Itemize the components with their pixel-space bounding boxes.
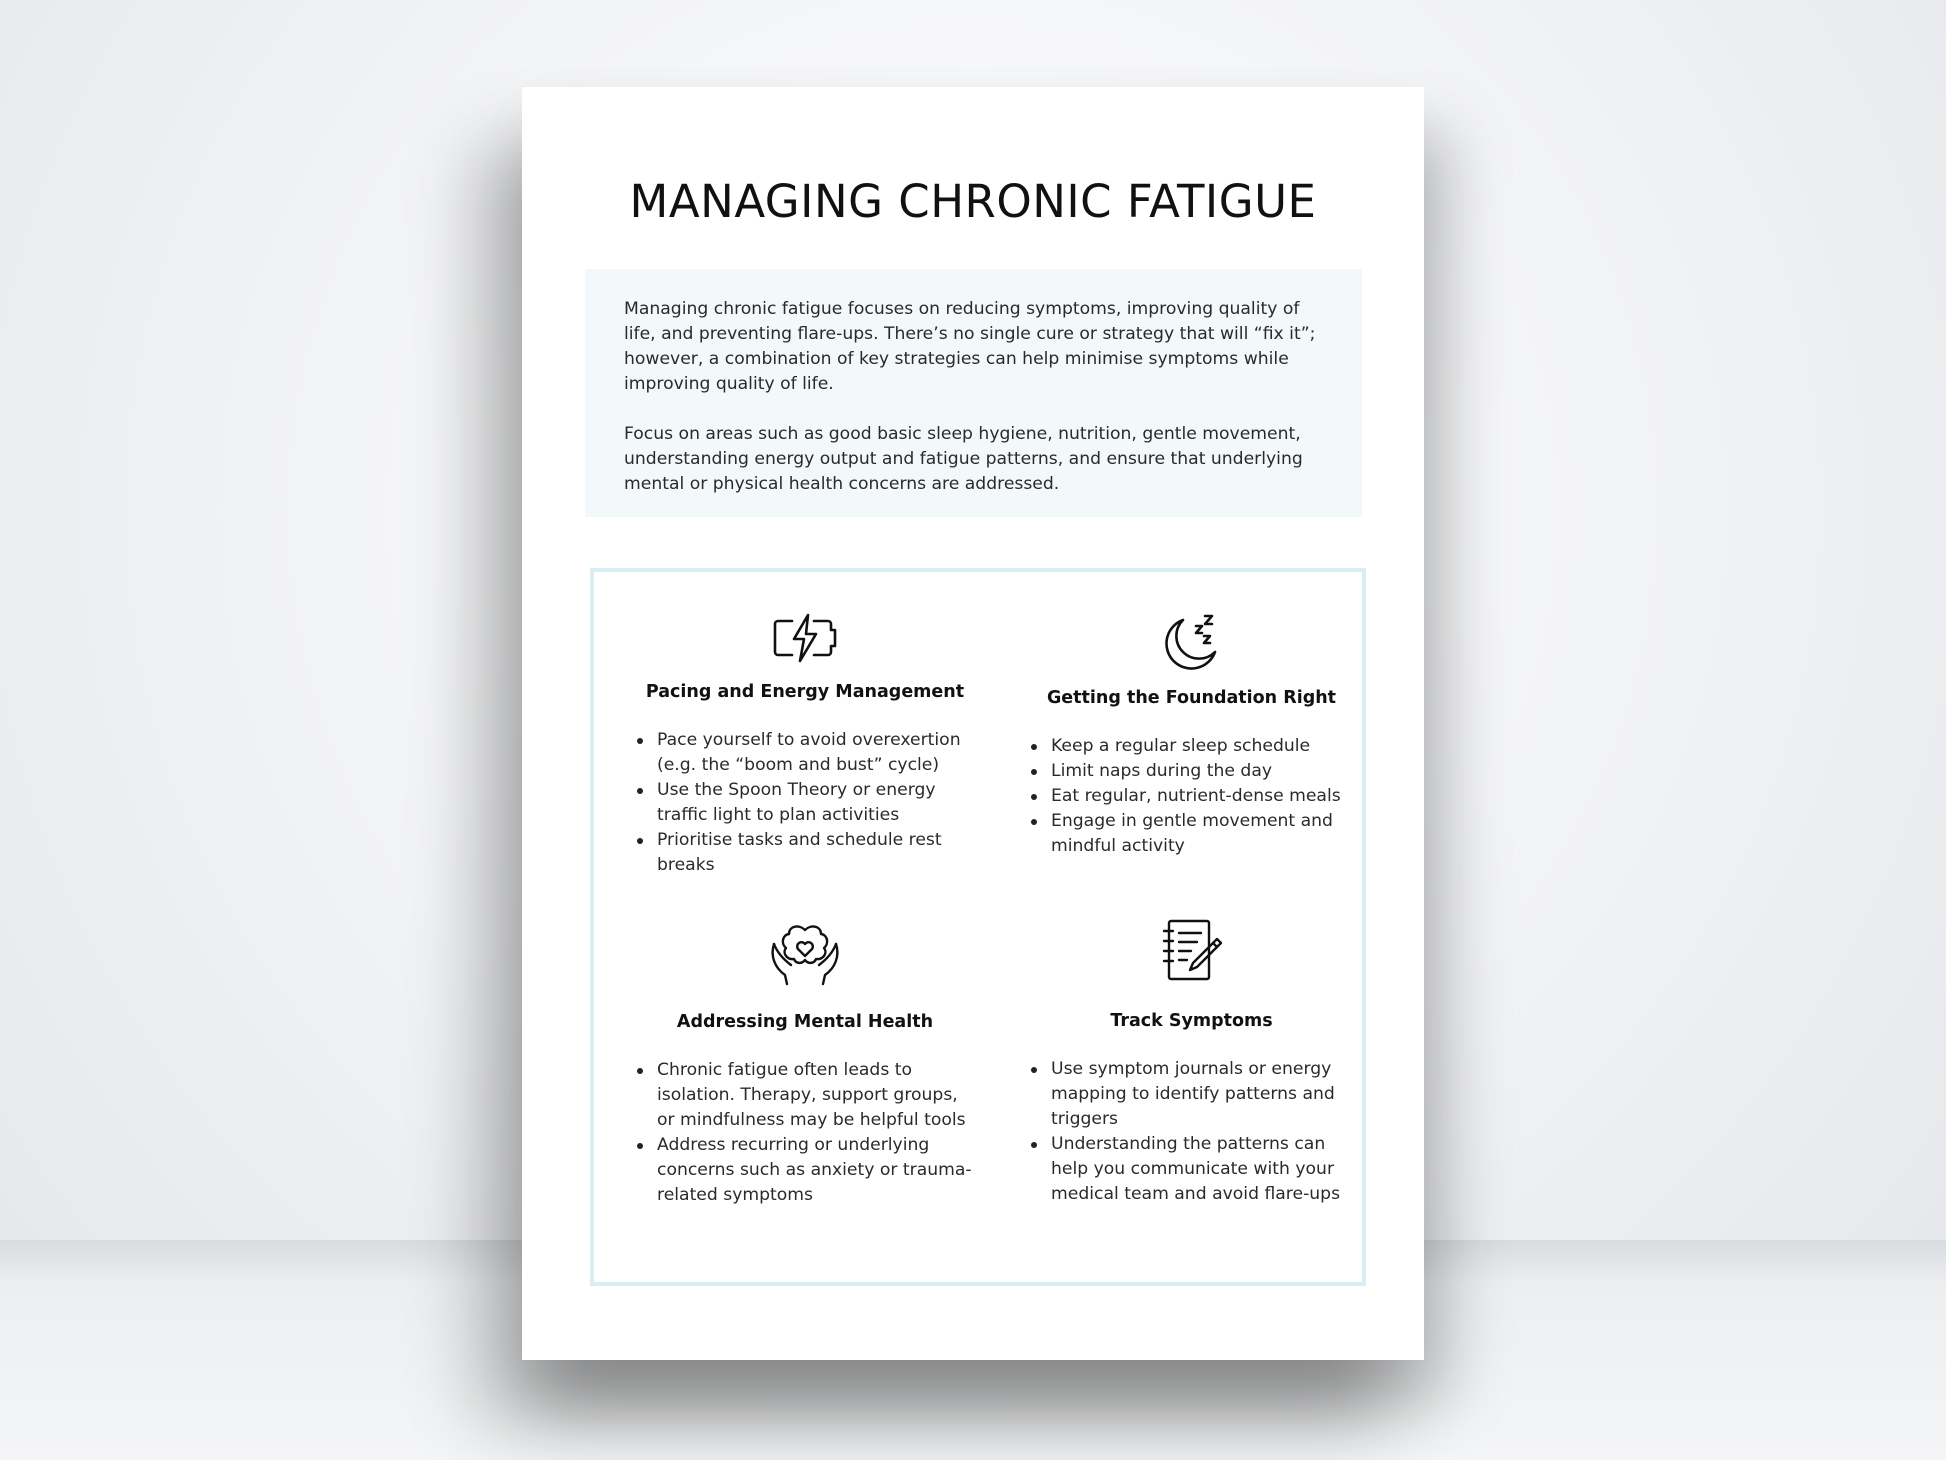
list-item: Chronic fatigue often leads to isolation. Therapy, support groups, or mindfulness may be helpful tools	[645, 1058, 975, 1133]
section-mental-health	[625, 922, 985, 1208]
list-item: Understanding the patterns can help you communicate with your medical team and avoid flare-ups	[1039, 1132, 1359, 1207]
brain-hands-icon	[765, 922, 845, 986]
section-pacing	[625, 612, 985, 878]
list-item: Use symptom journals or energy mapping to identify patterns and triggers	[1039, 1057, 1359, 1132]
section-bullet-list	[1019, 1057, 1359, 1207]
strategies-grid	[590, 568, 1366, 1286]
intro-box	[585, 269, 1362, 517]
document-page	[522, 87, 1424, 1360]
section-title: Addressing Mental Health	[676, 1012, 934, 1032]
section-foundation	[1019, 612, 1364, 859]
section-title: Getting the Foundation Right	[1046, 688, 1337, 708]
battery-lightning-icon	[772, 612, 838, 664]
list-item: Address recurring or underlying concerns such as anxiety or trauma-related symptoms	[645, 1133, 975, 1208]
section-track-symptoms	[1019, 917, 1364, 1207]
intro-paragraph: Managing chronic fatigue focuses on reducing symptoms, improving quality of life, and preventing flare-ups. There’s no single cure or strategy that will “fix it”; however, a combination of key strategies can help minimise symptoms while improving quality of life.	[624, 299, 1316, 394]
moon-sleep-icon	[1159, 612, 1225, 674]
section-bullet-list	[625, 728, 975, 878]
intro-paragraph: Focus on areas such as good basic sleep hygiene, nutrition, gentle movement, understanding energy output and fatigue patterns, and ensure that underlying mental or physical health concerns are addressed.	[624, 424, 1303, 494]
list-item: Keep a regular sleep schedule	[1039, 734, 1359, 759]
journal-pencil-icon	[1159, 917, 1225, 983]
list-item: Engage in gentle movement and mindful activity	[1039, 809, 1359, 859]
list-item: Limit naps during the day	[1039, 759, 1359, 784]
list-item: Prioritise tasks and schedule rest breaks	[645, 828, 975, 878]
list-item: Use the Spoon Theory or energy traffic light to plan activities	[645, 778, 975, 828]
section-title: Pacing and Energy Management	[645, 682, 965, 702]
list-item: Pace yourself to avoid overexertion (e.g. the “boom and bust” cycle)	[645, 728, 975, 778]
section-bullet-list	[1019, 734, 1359, 859]
list-item: Eat regular, nutrient-dense meals	[1039, 784, 1359, 809]
page-title: MANAGING CHRONIC FATIGUE	[629, 175, 1317, 228]
section-bullet-list	[625, 1058, 975, 1208]
section-title: Track Symptoms	[1110, 1011, 1273, 1031]
